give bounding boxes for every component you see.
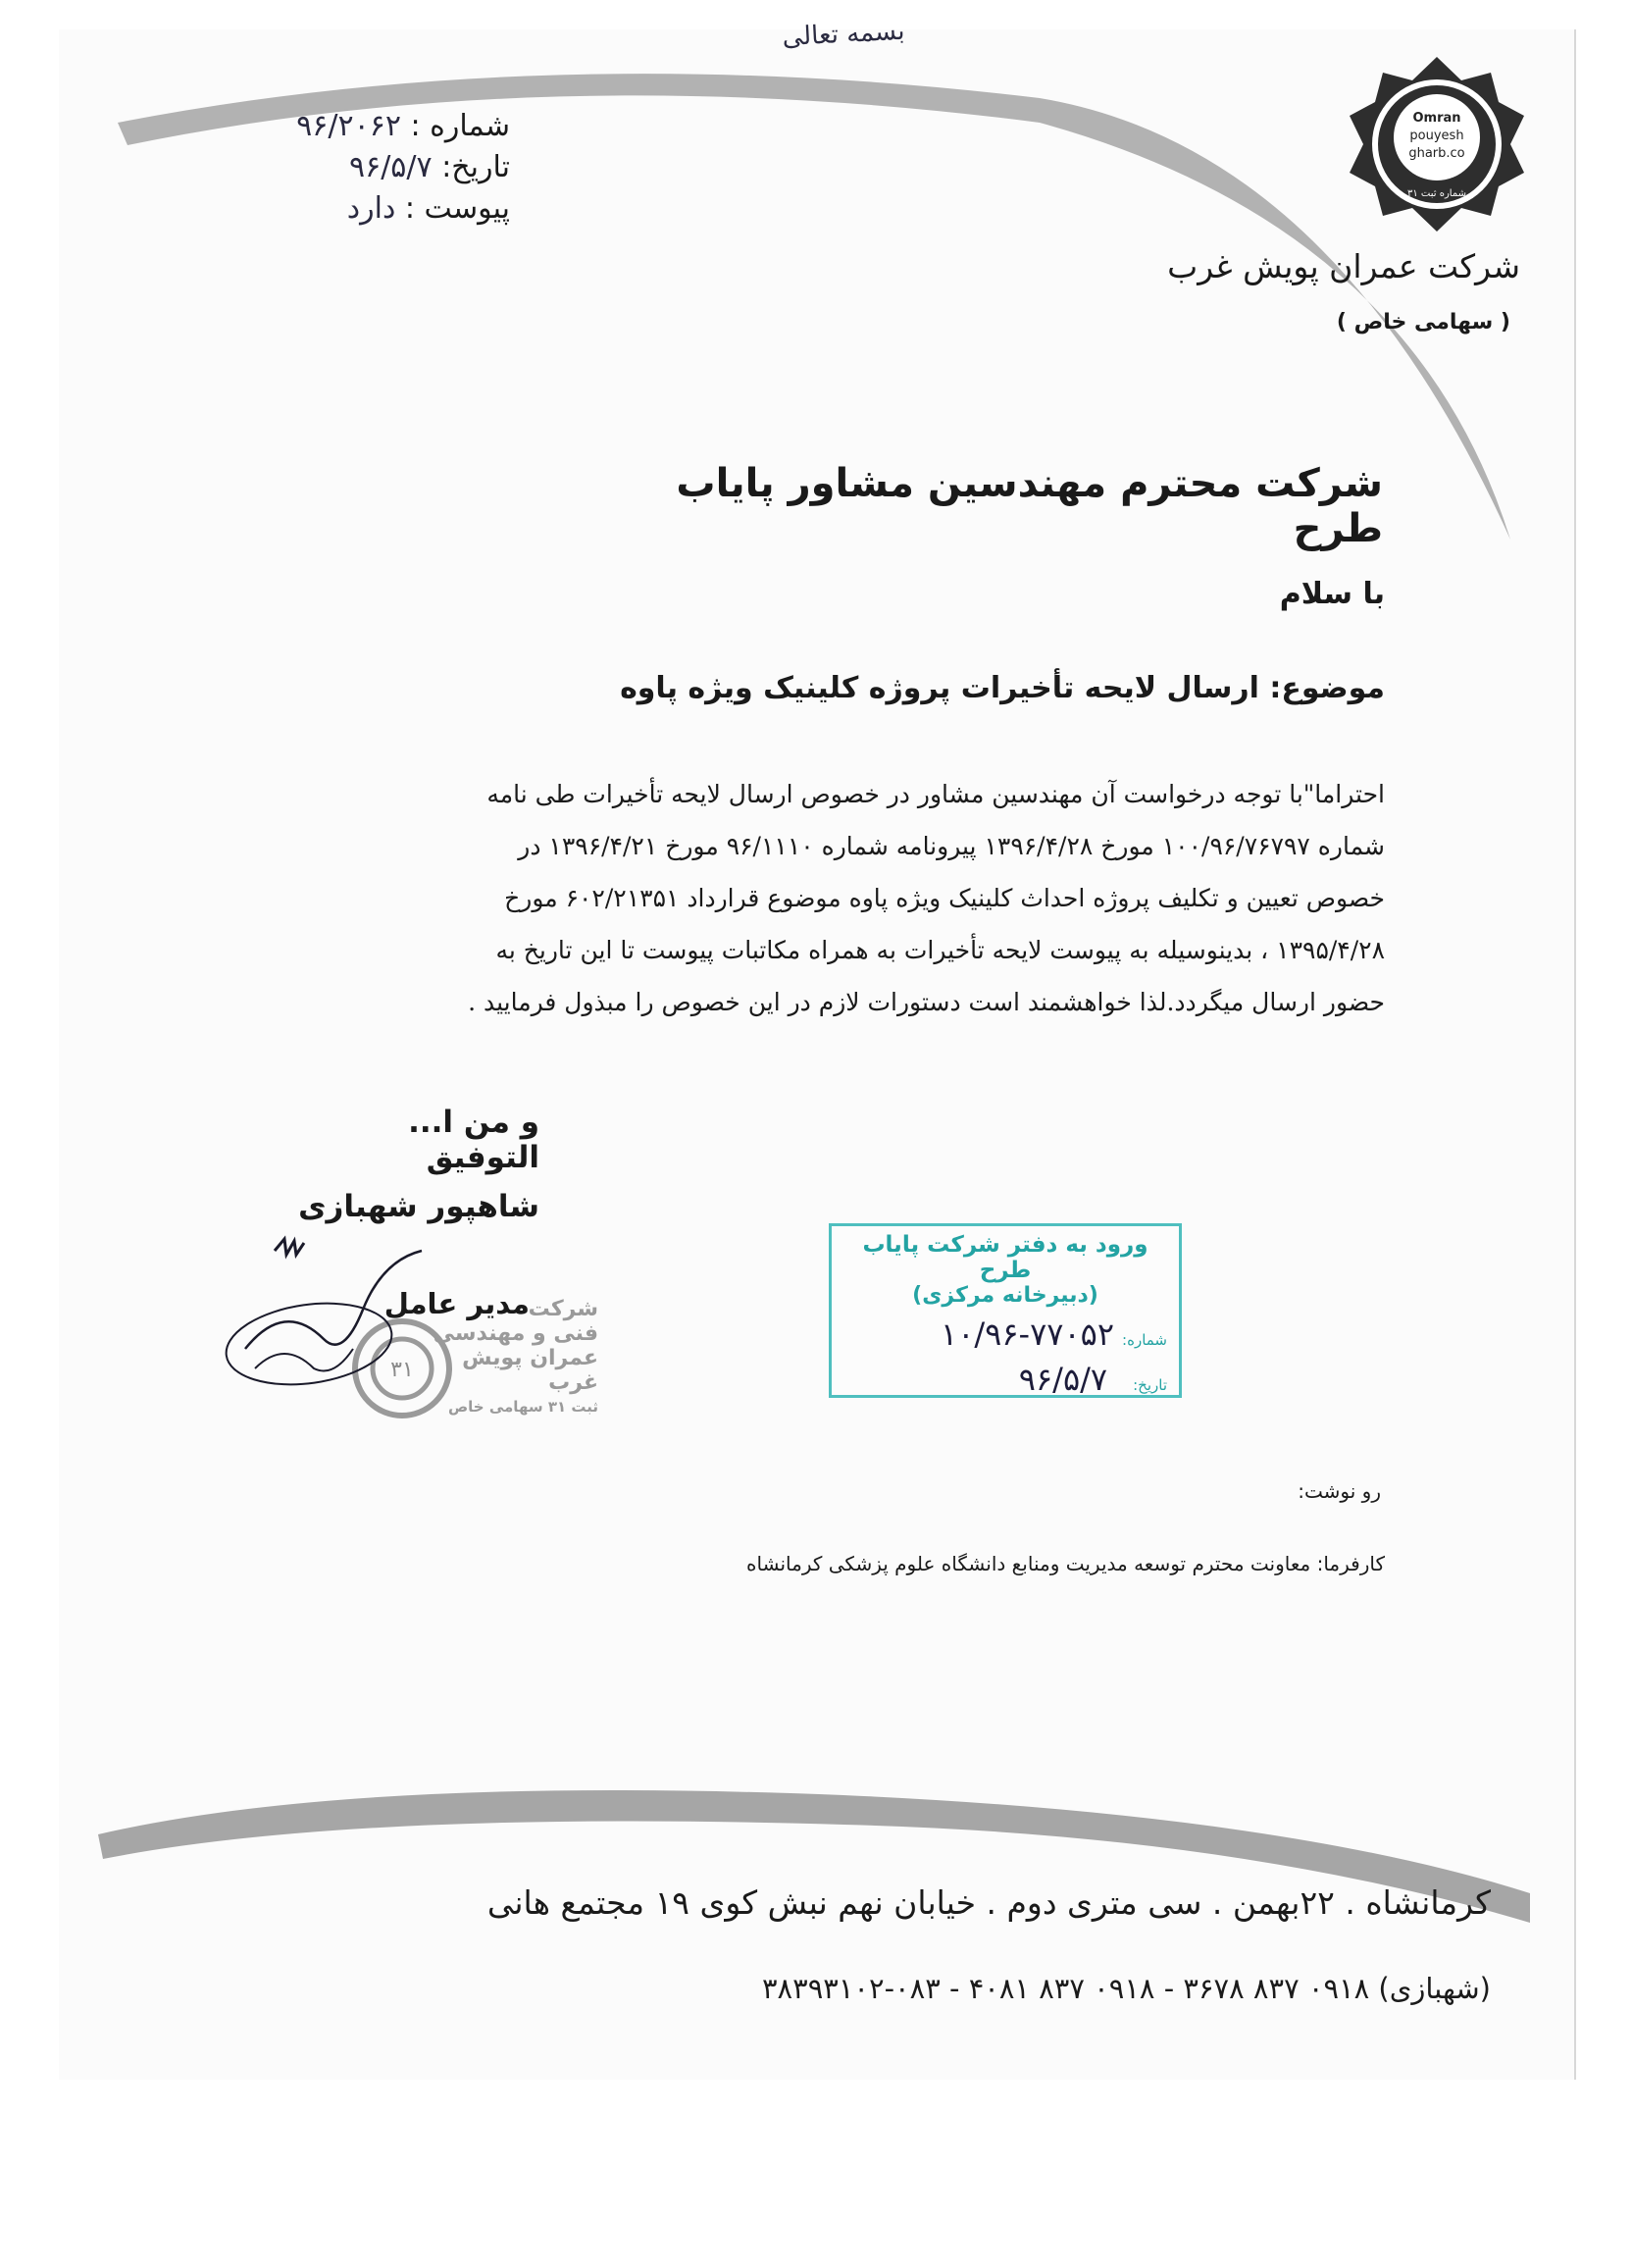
receipt-stamp-date: تاریخ: ۹۶/۵/۷ [1018,1361,1167,1398]
company-name: شرکت عمران پویش غرب [1167,247,1520,285]
letter-date-value: ۹۶/۵/۷ [348,150,433,184]
receipt-stamp-title: ورود به دفتر شرکت پایاب طرح [862,1232,1148,1283]
letter-attachment-value: دارد [346,191,396,226]
letter-body [294,768,1385,1028]
company-type: ( سهامی خاص ) [1336,310,1510,335]
letterhead-swoosh [59,29,1574,2080]
recipient: شرکت محترم مهندسین مشاور پایاب طرح [676,461,1383,551]
receipt-date-value: ۹۶/۵/۷ [1018,1361,1108,1398]
subject-line [588,671,1385,705]
receipt-number-value: ۱۰/۹۶-۷۷۰۵۲ [941,1315,1115,1353]
receipt-stamp [829,1223,1182,1398]
body-line: خصوص تعیین و تکلیف پروژه احداث کلینیک ویژه پاوه موضوع قرارداد ۶۰۲/۲۱۳۵۱ مورخ [504,884,1385,912]
body-line: ۱۳۹۵/۴/۲۸ ، بدینوسیله به پیوست لایحه تأخیرات به همراه مکاتبات پیوست تا این تاریخ به [495,936,1385,964]
receipt-stamp-subtitle: (دبیرخانه مرکزی) [912,1283,1098,1308]
closing: و من ا... التوفیق [408,1105,539,1175]
footer-address: کرمانشاه . ۲۲بهمن . سی متری دوم . خیابان نهم نبش کوی ۱۹ مجتمع هانی [486,1883,1491,1922]
svg-text:pouyesh: pouyesh [1409,129,1464,143]
letter-number: شماره : ۹۶/۲۰۶۲ [296,109,510,143]
cc-line: کارفرما: معاونت محترم توسعه مدیریت ومنابع دانشگاه علوم پزشکی کرمانشاه [746,1552,1385,1575]
subject-label: موضوع: [1269,671,1385,705]
svg-text:۳۱: ۳۱ [390,1358,414,1382]
svg-text:gharb.co: gharb.co [1408,146,1465,161]
company-logo [1344,51,1530,237]
signer-title: مدیر عامل [383,1287,530,1320]
body-line: احتراما"با توجه درخواست آن مهندسین مشاور در خصوص ارسال لایحه تأخیرات طی نامه [486,780,1385,808]
receipt-stamp-number: شماره: ۱۰/۹۶-۷۷۰۵۲ [941,1315,1167,1353]
cc-label: رو نوشت: [1298,1479,1381,1503]
letter-number-value: ۹۶/۲۰۶۲ [296,109,401,143]
letter-date: تاریخ: ۹۶/۵/۷ [348,150,510,184]
signer-name: شاهپور شهبازی [298,1189,539,1224]
body-line: شماره ۱۰۰/۹۶/۷۶۷۹۷ مورخ ۱۳۹۶/۴/۲۸ پیرونامه شماره ۹۶/۱۱۱۰ مورخ ۱۳۹۶/۴/۲۱ در [518,832,1385,860]
body-line: حضور ارسال میگردد.لذا خواهشمند است دستورات لازم در این خصوص را مبذول فرمایید . [468,988,1385,1016]
basmala: بسمه تعالی [781,16,906,53]
letter-attachment: پیوست : دارد [346,191,510,226]
greeting: با سلام [1279,577,1385,611]
svg-text:شماره ثبت ۳۱: شماره ثبت ۳۱ [1406,188,1467,199]
company-seal-text: شرکت فنی و مهندسی عمران پویش غرب ثبت ۳۱ سهامی خاص [433,1297,598,1416]
svg-text:Omran: Omran [1412,111,1461,126]
footer-phones: (شهبازی) ۰۹۱۸ ۸۳۷ ۳۶۷۸ - ۰۹۱۸ ۸۳۷ ۴۰۸۱ - ۰۸۳-۳۸۳۹۳۱۰۲ [761,1972,1491,2005]
handwritten-signature [216,1231,471,1398]
letter-meta [235,106,510,230]
subject: ارسال لایحه تأخیرات پروژه کلینیک ویژه پاوه [620,671,1259,705]
